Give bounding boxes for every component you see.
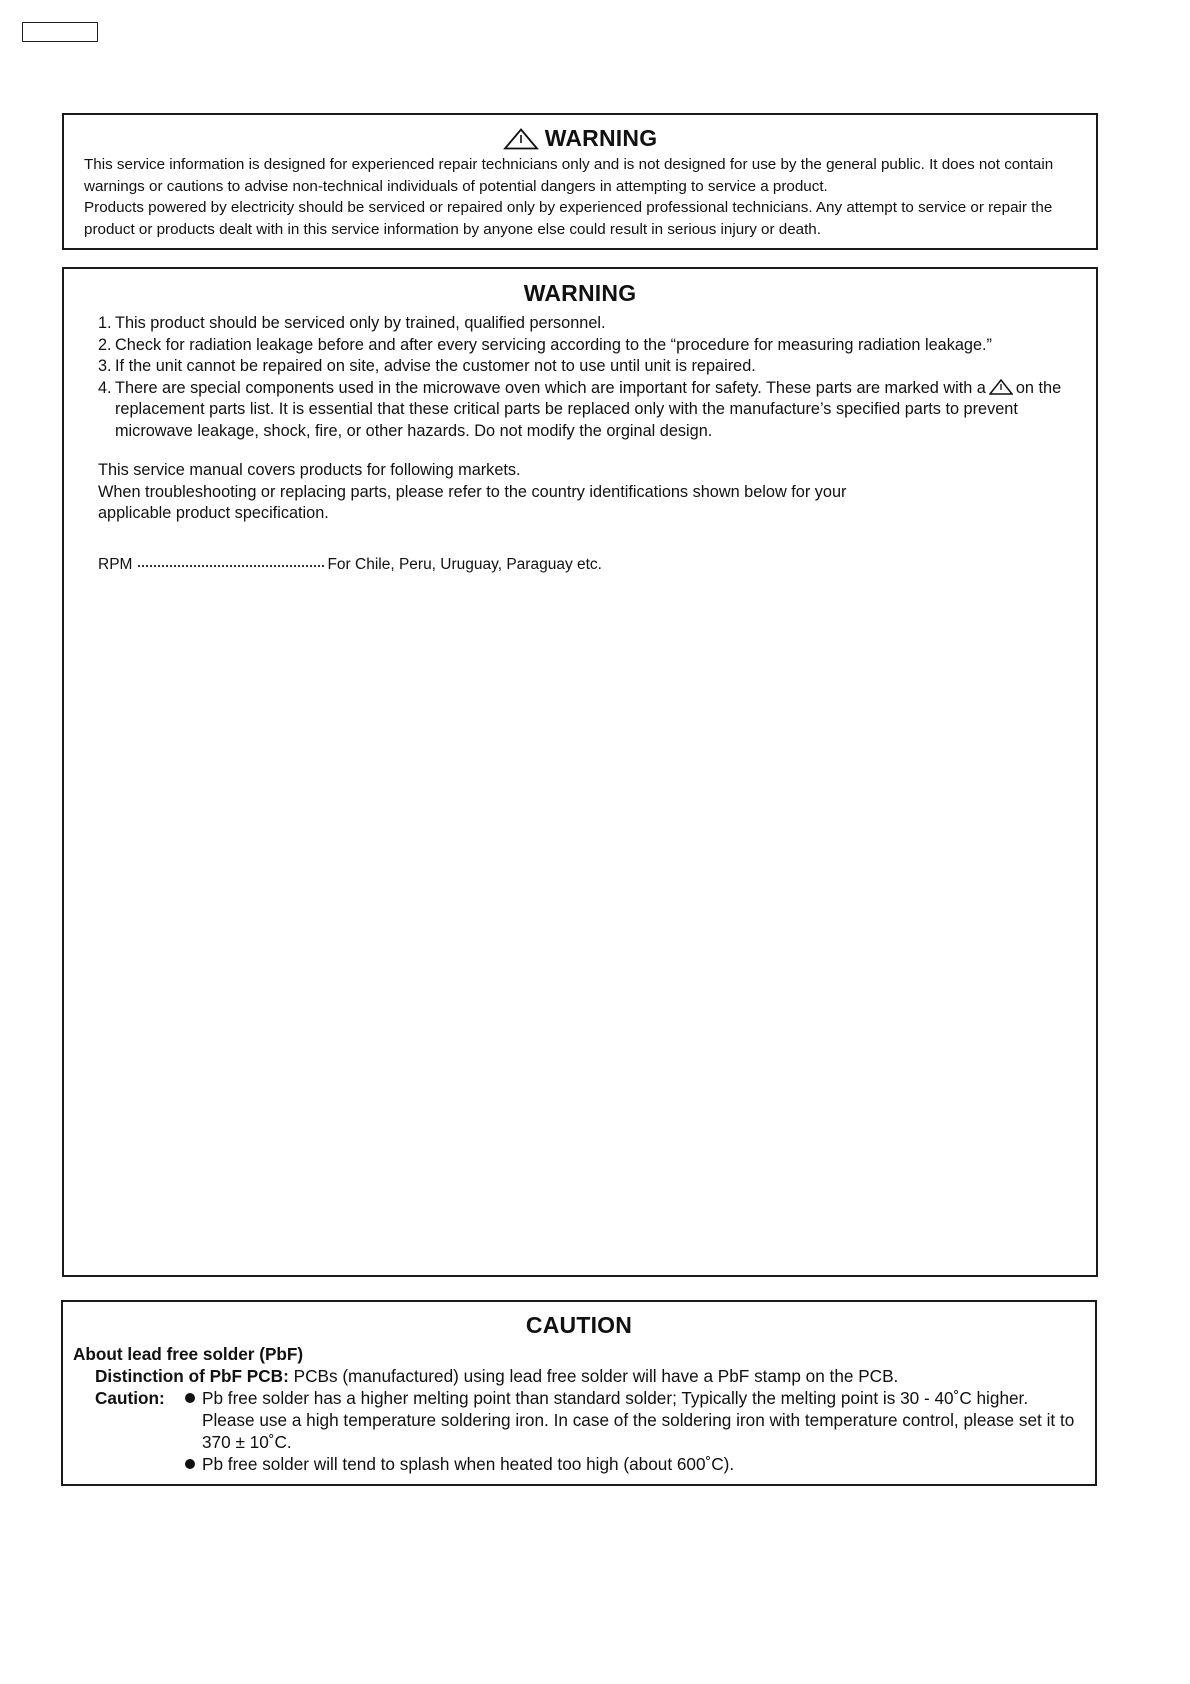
item-text: If the unit cannot be repaired on site, advise the customer not to use until unit is repaired.	[115, 357, 756, 375]
caution-subtitle: About lead free solder (PbF)	[73, 1344, 304, 1364]
distinction-row	[73, 1365, 1079, 1387]
warning-paragraph: This service information is designed for experienced repair technicians only and is not designed for use by the general public. It does not contain warnings or cautions to advise non-technical individuals of potential dangers in attempting to service a product.	[84, 156, 1054, 195]
distinction-label: Distinction of PbF PCB:	[95, 1366, 289, 1386]
safety-warning-box	[62, 267, 1098, 1277]
caution-bullet-text: Pb free solder will tend to splash when heated too high (about 600˚C).	[202, 1454, 735, 1474]
item-number: 2.	[98, 335, 112, 354]
item-number: 3.	[98, 357, 112, 375]
distinction-text: PCBs (manufactured) using lead free solder will have a PbF stamp on the PCB.	[293, 1366, 899, 1386]
caution-body	[73, 1343, 1079, 1475]
market-row	[98, 556, 602, 574]
item-text: This product should be serviced only by trained, qualified personnel.	[115, 314, 606, 332]
general-warning-body	[84, 154, 1082, 240]
warning-triangle-icon	[989, 379, 1013, 395]
caution-bullet-item	[73, 1387, 1079, 1453]
caution-title: CAUTION	[525, 1312, 633, 1338]
leader-dots	[138, 565, 324, 567]
safety-warning-title: WARNING	[523, 280, 637, 306]
warning-triangle-icon	[503, 128, 539, 150]
item-number: 1.	[98, 314, 112, 332]
bullet-icon	[185, 1459, 195, 1469]
list-item	[98, 335, 1066, 357]
item-number: 4.	[98, 378, 112, 397]
bullet-icon	[185, 1393, 195, 1403]
item-text: on the replacement parts list. It is essential that these critical parts be replaced only with the manufacture’s specified parts to prevent microwave leakage, shock, fire, or other hazards. Do not modify the orginal design.	[115, 378, 1062, 440]
item-text: There are special components used in the microwave oven which are important for safety. These parts are marked with a	[115, 378, 986, 397]
market-description: For Chile, Peru, Uruguay, Paraguay etc.	[327, 556, 602, 573]
safety-warning-list	[98, 313, 1066, 442]
page-number-box	[22, 22, 98, 42]
general-warning-box	[62, 113, 1098, 250]
list-item	[98, 378, 1066, 443]
markets-description	[98, 460, 1066, 525]
list-item	[98, 356, 1066, 378]
general-warning-title: WARNING	[544, 125, 658, 151]
list-item	[98, 313, 1066, 335]
caution-bullet-item	[73, 1453, 1079, 1475]
caution-box	[61, 1300, 1097, 1486]
market-code: RPM	[98, 556, 133, 573]
item-text: Check for radiation leakage before and after every servicing according to the “procedure for measuring radiation leakage.”	[115, 335, 992, 354]
caution-label: Caution:	[95, 1388, 165, 1408]
markets-instructions: When troubleshooting or replacing parts, please refer to the country identifications shown below for your applicable product specification.	[98, 482, 847, 522]
caution-bullet-text: Pb free solder has a higher melting point than standard solder; Typically the melting point is 30 - 40˚C higher. Please use a high temperature soldering iron. In case of the soldering iron with temperature control, please set it to 370 ± 10˚C.	[202, 1388, 1075, 1452]
markets-intro: This service manual covers products for following markets.	[98, 461, 521, 479]
warning-paragraph: Products powered by electricity should be serviced or repaired only by experienced professional technicians. Any attempt to service or repair the product or products dealt with in this service information by anyone else could result in serious injury or death.	[84, 199, 1053, 238]
general-warning-heading	[64, 125, 1096, 152]
